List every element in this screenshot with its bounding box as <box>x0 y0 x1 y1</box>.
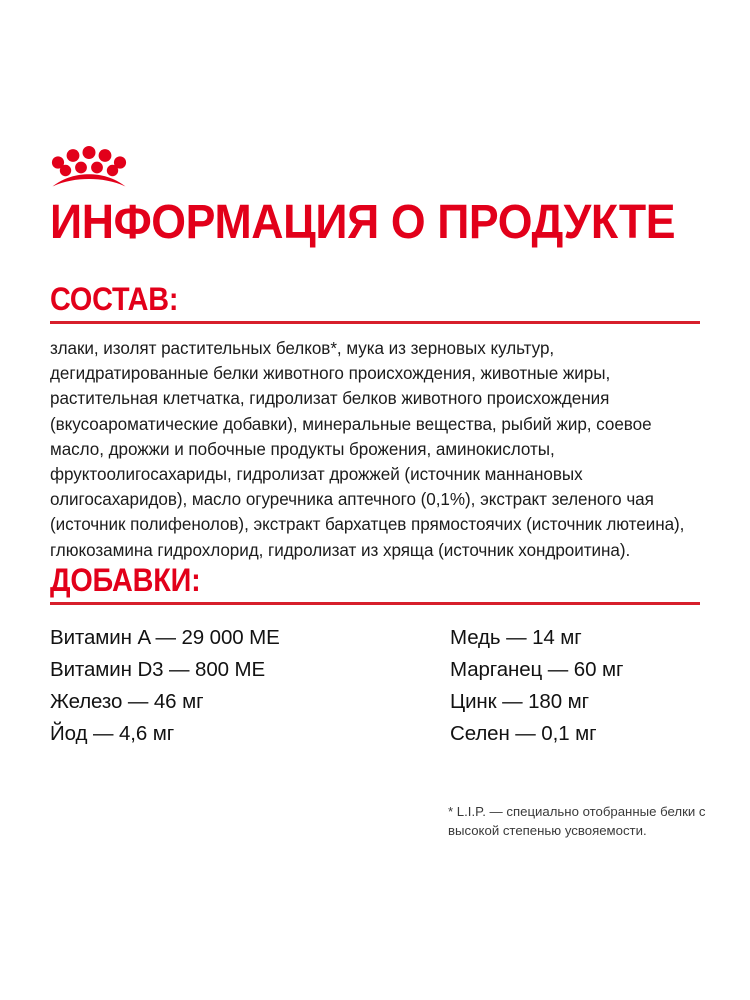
list-item: Марганец — 60 мг <box>450 658 624 681</box>
list-item: Цинк — 180 мг <box>450 690 589 713</box>
additives-section <box>50 563 700 605</box>
royal-canin-crown-icon <box>50 146 140 192</box>
additives-column-left <box>50 622 450 750</box>
additives-table <box>50 622 705 750</box>
list-item: Железо — 46 мг <box>50 690 204 713</box>
list-item: Селен — 0,1 мг <box>450 722 597 745</box>
composition-text: злаки, изолят растительных белков*, мука из зерновых культур, дегидратированные белки животного происхождения, животные жиры, растительная клетчатка, гидролизат белков животного происхождения (вкусоароматические добавки), минеральные вещества, рыбий жир, соевое масло, дрожжи и побочные продукты брожения, аминокислоты, фруктоолигосахариды, гидролизат дрожжей (источник маннановых олигосахаридов), масло огуречника аптечного (0,1%), экстракт зеленого чая (источник полифенолов), экстракт бархатцев прямостоячих (источник лютеина), глюкозамина гидрохлорид, гидролизат из хряща (источник хондроитина). <box>50 339 685 560</box>
page-title: ИНФОРМАЦИЯ О ПРОДУКТЕ <box>50 196 676 249</box>
composition-divider <box>50 321 700 324</box>
list-item: Йод — 4,6 мг <box>50 722 175 745</box>
list-item: Витамин D3 — 800 МЕ <box>50 658 266 681</box>
composition-heading: СОСТАВ: <box>50 281 179 317</box>
composition-section <box>50 282 700 324</box>
list-item: Витамин A — 29 000 МЕ <box>50 626 280 649</box>
additives-divider <box>50 602 700 605</box>
list-item: Медь — 14 мг <box>450 626 582 649</box>
additives-column-right <box>450 622 705 750</box>
additives-heading: ДОБАВКИ: <box>50 562 201 598</box>
lip-footnote: * L.I.P. — специально отобранные белки с высокой степенью усвояемости. <box>448 804 706 838</box>
